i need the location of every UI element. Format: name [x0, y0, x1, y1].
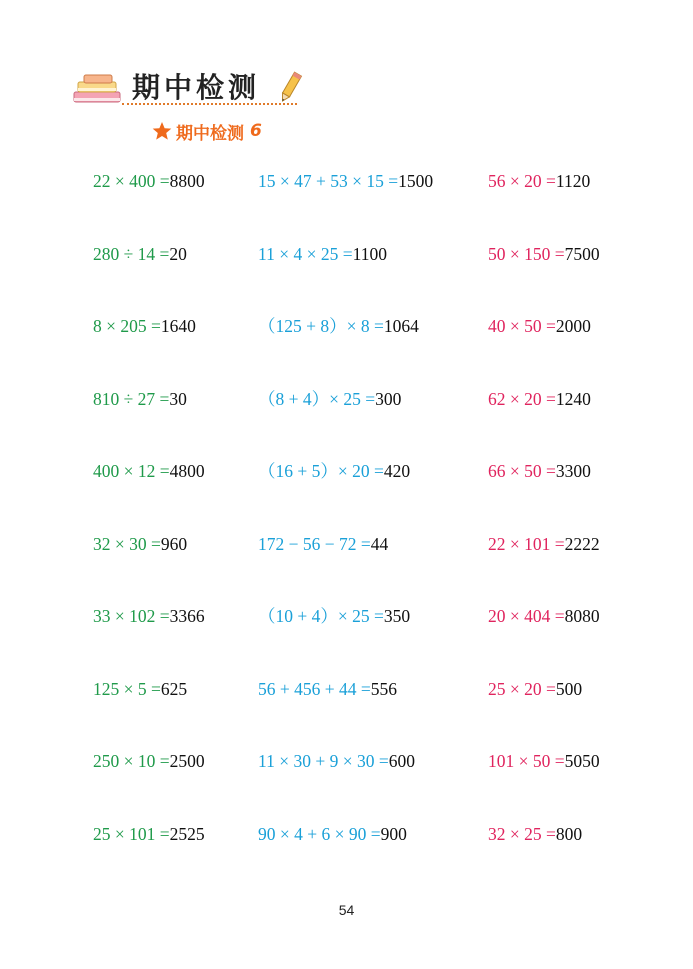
equation-expression: 40 × 50 = — [488, 316, 556, 336]
equation-expression: 250 × 10 = — [93, 751, 170, 771]
equation-answer: 8800 — [169, 171, 205, 191]
equation — [93, 239, 187, 269]
equation — [258, 674, 397, 704]
equation-answer: 300 — [375, 388, 402, 409]
equation-answer: 900 — [380, 823, 407, 844]
equation-answer: 4800 — [169, 461, 205, 481]
equation-answer: 30 — [169, 388, 187, 409]
star-icon — [152, 121, 172, 141]
equation-answer: 800 — [555, 823, 583, 844]
equation — [488, 239, 600, 269]
equation-expression: 50 × 150 = — [488, 243, 565, 264]
equation-expression: 172 − 56 − 72 = — [258, 533, 371, 554]
equation-answer: 2525 — [169, 823, 205, 844]
equation — [93, 311, 196, 341]
equation-expression: （125 + 8）× 8 = — [258, 316, 384, 336]
equation — [488, 674, 582, 704]
equation-answer: 5050 — [564, 751, 600, 771]
equation-expression: 66 × 50 = — [488, 461, 556, 481]
equation-answer: 625 — [160, 678, 188, 699]
equation — [258, 746, 415, 776]
exercise-row — [0, 601, 693, 631]
equation — [258, 819, 407, 849]
equation-answer: 2500 — [169, 751, 205, 771]
equation-expression: 25 × 101 = — [93, 823, 170, 844]
equation — [258, 529, 388, 559]
equation — [488, 166, 590, 196]
title-underline — [122, 103, 297, 105]
equation-answer: 2000 — [555, 316, 591, 336]
equation-expression: 11 × 30 + 9 × 30 = — [258, 751, 389, 771]
equation-answer: 3300 — [555, 461, 591, 481]
equation-expression: 25 × 20 = — [488, 678, 556, 699]
equation-expression: 32 × 25 = — [488, 823, 556, 844]
equation — [93, 746, 205, 776]
equation-expression: 22 × 101 = — [488, 533, 565, 554]
equation — [258, 166, 433, 196]
equation — [488, 456, 591, 486]
page-header — [72, 66, 312, 110]
equation-expression: 20 × 404 = — [488, 606, 565, 626]
equation — [93, 384, 187, 414]
equation-expression: 62 × 20 = — [488, 388, 556, 409]
equation — [488, 601, 600, 631]
equation-expression: 90 × 4 + 6 × 90 = — [258, 823, 381, 844]
exercise-row — [0, 674, 693, 704]
equation-answer: 1064 — [383, 316, 419, 336]
equation-expression: 15 × 47 + 53 × 15 = — [258, 171, 399, 191]
equation-answer: 44 — [370, 533, 389, 554]
equation-answer: 350 — [383, 606, 411, 626]
books-icon — [72, 72, 124, 108]
equation — [258, 384, 401, 414]
exercise-row — [0, 456, 693, 486]
equation-answer: 1100 — [352, 243, 387, 264]
exercise-row — [0, 819, 693, 849]
equation-expression: （16 + 5）× 20 = — [258, 461, 384, 481]
exercise-row — [0, 384, 693, 414]
equation-answer: 3366 — [169, 606, 205, 626]
equation — [93, 529, 187, 559]
page-number: 54 — [338, 902, 355, 918]
equation-expression: （8 + 4）× 25 = — [258, 388, 376, 409]
equation — [258, 239, 387, 269]
equation-expression: 56 + 456 + 44 = — [258, 678, 371, 699]
equation-expression: 810 ÷ 27 = — [93, 388, 170, 409]
equation-answer: 960 — [160, 533, 188, 554]
equation-expression: （10 + 4）× 25 = — [258, 606, 384, 626]
equation-expression: 33 × 102 = — [93, 606, 170, 626]
equation-answer: 556 — [370, 678, 397, 699]
equation-expression: 8 × 205 = — [93, 316, 161, 336]
equation-expression: 11 × 4 × 25 = — [258, 243, 353, 264]
equation-answer: 1500 — [398, 171, 434, 191]
equation-answer: 1640 — [160, 316, 196, 336]
equation — [488, 384, 591, 414]
page-title: 期中检测 — [132, 71, 261, 104]
equation-answer: 420 — [383, 461, 411, 481]
equation-answer: 1120 — [555, 171, 591, 191]
equation — [93, 601, 205, 631]
equation-answer: 500 — [555, 678, 583, 699]
exercise-row — [0, 529, 693, 559]
equation — [93, 674, 187, 704]
equation — [488, 746, 600, 776]
equation — [488, 529, 600, 559]
equation-answer: 600 — [388, 751, 415, 771]
equation-answer: 8080 — [564, 606, 600, 626]
equation-expression: 125 × 5 = — [93, 678, 161, 699]
equation-answer: 2222 — [564, 533, 600, 554]
equation — [258, 601, 410, 631]
exercise-row — [0, 166, 693, 196]
section-label: 期中检测 — [176, 123, 244, 144]
equation — [93, 166, 205, 196]
equation — [488, 819, 582, 849]
pencil-icon — [277, 70, 303, 106]
equation-answer: 1240 — [555, 388, 591, 409]
equation-expression: 22 × 400 = — [93, 171, 170, 191]
section-heading — [152, 118, 262, 144]
section-number: 6 — [250, 121, 262, 141]
equation — [93, 456, 205, 486]
exercise-row — [0, 746, 693, 776]
equation-expression: 101 × 50 = — [488, 751, 565, 771]
equation-expression: 280 ÷ 14 = — [93, 243, 170, 264]
equation — [488, 311, 591, 341]
equation-expression: 32 × 30 = — [93, 533, 161, 554]
equation-answer: 20 — [169, 243, 187, 264]
equation-answer: 7500 — [564, 243, 600, 264]
exercise-row — [0, 239, 693, 269]
equation-expression: 400 × 12 = — [93, 461, 170, 481]
equation — [93, 819, 205, 849]
equation — [258, 311, 419, 341]
exercise-row — [0, 311, 693, 341]
equation-expression: 56 × 20 = — [488, 171, 556, 191]
equation — [258, 456, 410, 486]
